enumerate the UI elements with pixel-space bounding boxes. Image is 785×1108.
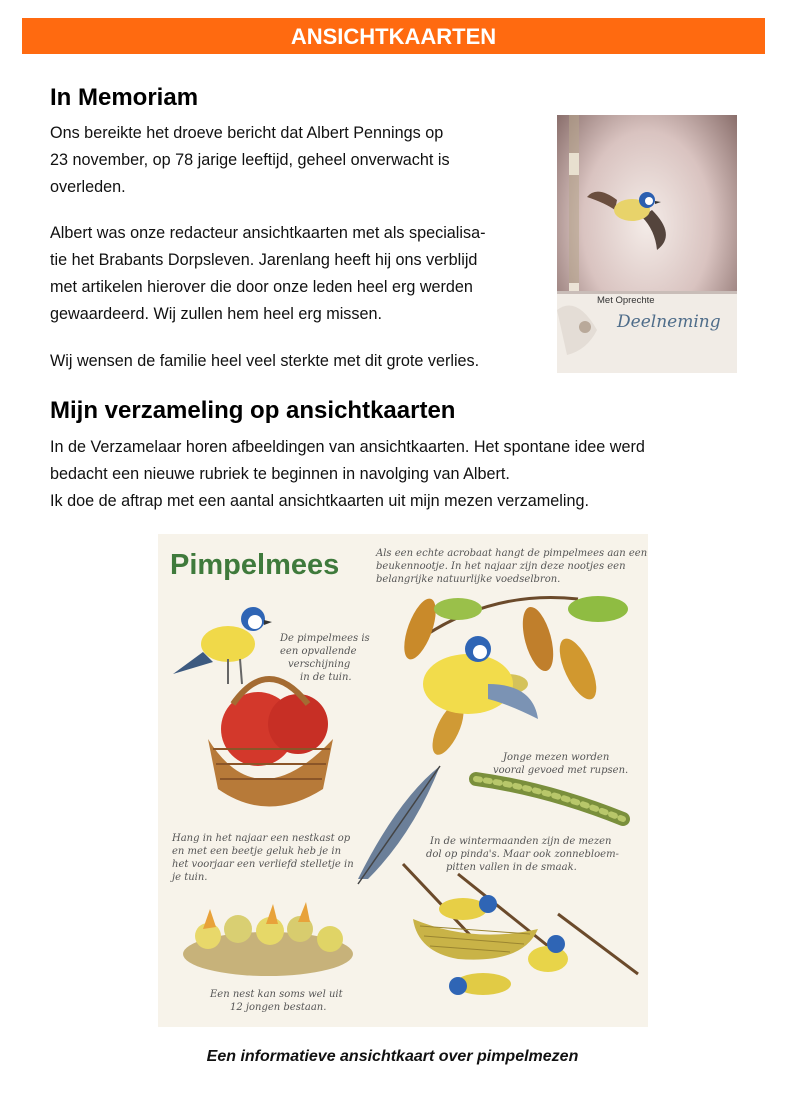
note-acrobat: Als een echte acrobaat hangt de pimpelmees aan een beukennootje. In het najaar zijn deze nootjes een belangrijke natuurlijke voedselbron. [376,548,648,585]
card-text-line2: Deelneming [617,312,721,332]
postcard-title: Pimpelmees [170,549,340,581]
collection-paragraph: In de Verzamelaar horen afbeeldingen van ansichtkaarten. Het spontane idee werd bedacht een nieuwe rubriek te beginnen in navolging van Albert. Ik doe de aftrap met een aantal ansichtkaarten uit mijn mezen verzameling. [50,438,645,510]
section-banner: ANSICHTKAARTEN [22,18,765,54]
note-nest: Een nest kan soms wel uit 12 jongen bestaan. [210,989,343,1013]
note-nestbox: Hang in het najaar een nestkast op en met een beetje geluk heb je in het voorjaar een verliefd stelletje in je tuin. [172,833,354,883]
note-visible: De pimpelmees is een opvallende verschijning in de tuin. [280,633,370,683]
card-text-line1: Met Oprechte [597,295,655,306]
memoriam-paragraph-1: Ons bereikte het droeve bericht dat Albert Pennings op 23 november, op 78 jarige leeftijd, geheel onverwacht is overleden. [50,124,450,196]
memoriam-paragraph-2: Albert was onze redacteur ansichtkaarten met als specialisa- tie het Brabants Dorpsleven. Jarenlang heeft hij ons verblijd met artikelen hierover die door onze leden heel erg werden gewaardeerd. Wij zullen hem heel erg missen. [50,224,486,323]
note-caterpillars: Jonge mezen worden vooral gevoed met rupsen. [493,752,629,776]
note-winter: In de wintermaanden zijn de mezen dol op pinda's. Maar ook zonnebloem- pitten vallen in de smaak. [426,836,619,873]
memoriam-heading: In Memoriam [50,84,199,111]
condolence-card-image [557,115,737,373]
blue-tit-postcard-image [158,534,648,1027]
collection-heading: Mijn verzameling op ansichtkaarten [50,397,456,424]
postcard-caption: Een informatieve ansichtkaart over pimpelmezen [206,1048,579,1065]
memoriam-paragraph-3: Wij wensen de familie heel veel sterkte met dit grote verlies. [50,352,480,370]
